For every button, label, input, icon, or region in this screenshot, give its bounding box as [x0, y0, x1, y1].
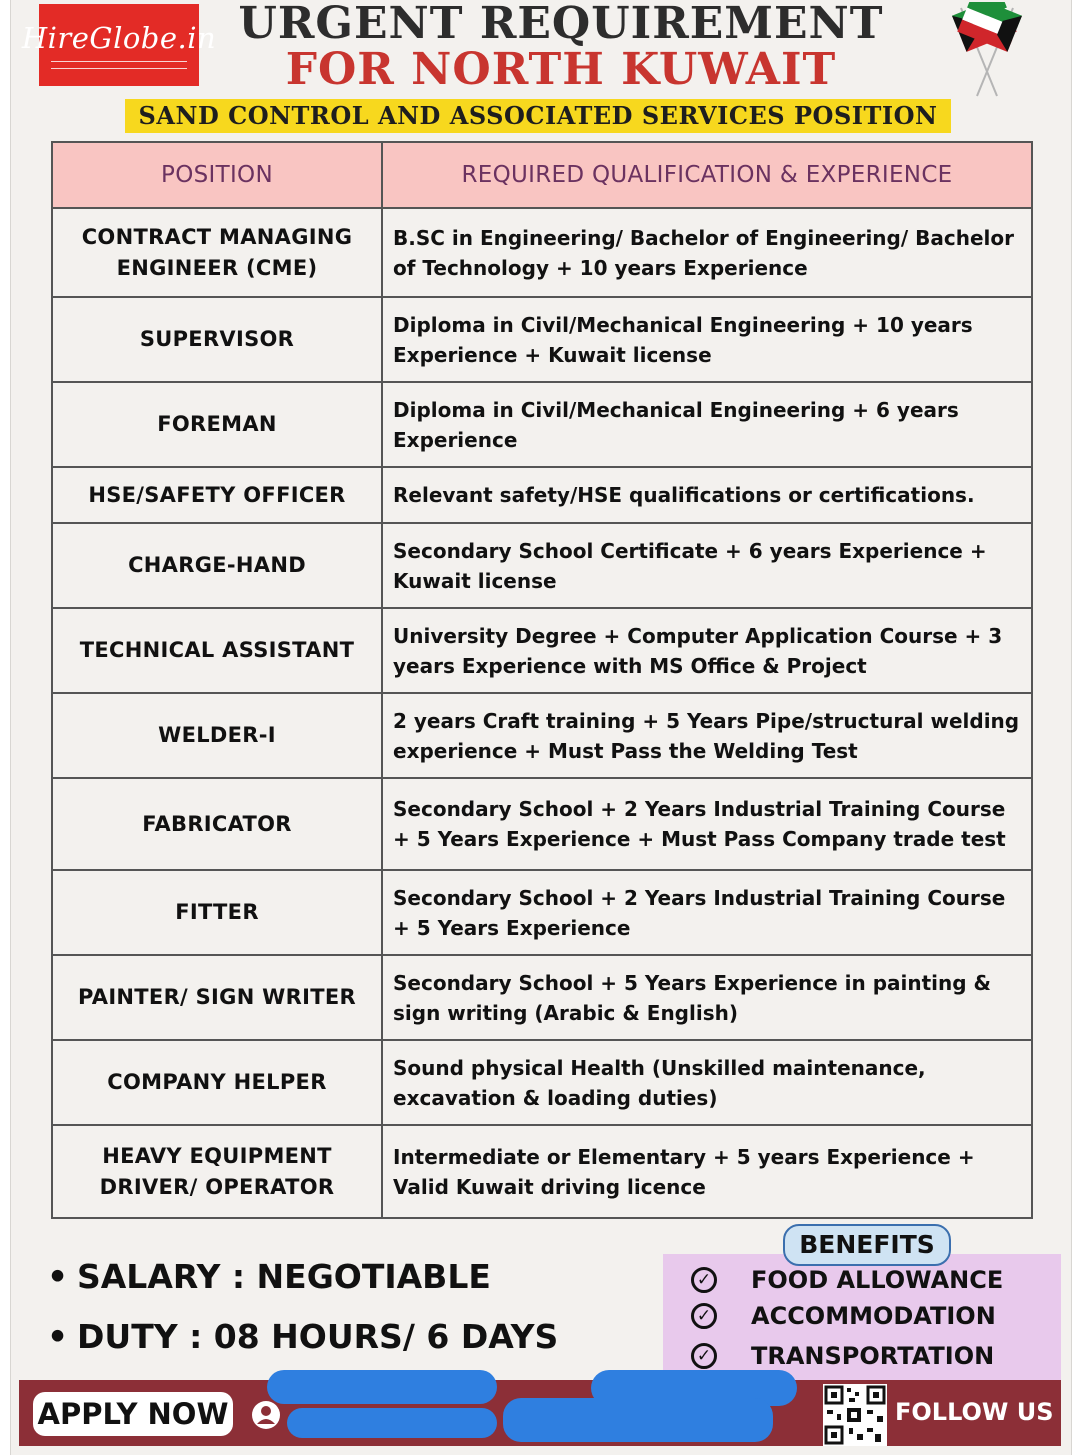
kuwait-flags-icon: [921, 2, 1053, 98]
table-header-row: [52, 142, 1032, 208]
duty-text: DUTY : 08 HOURS/ 6 DAYS: [77, 1317, 559, 1356]
table-row: [52, 870, 1032, 955]
apply-now-button[interactable]: APPLY NOW: [33, 1392, 233, 1436]
position-cell: HSE/SAFETY OFFICER: [52, 467, 382, 523]
requirement-cell: Sound physical Health (Unskilled maintenance, excavation & loading duties): [382, 1040, 1032, 1125]
logo-tagline-strip: [51, 61, 187, 69]
table-row: [52, 1040, 1032, 1125]
table-row: [52, 778, 1032, 870]
requirement-cell: Intermediate or Elementary + 5 years Experience + Valid Kuwait driving licence: [382, 1125, 1032, 1218]
requirement-cell: Relevant safety/HSE qualifications or certifications.: [382, 467, 1032, 523]
table-row: [52, 467, 1032, 523]
position-cell: FOREMAN: [52, 382, 382, 467]
requirement-cell: Secondary School Certificate + 6 years Experience + Kuwait license: [382, 523, 1032, 608]
title-line-2: FOR NORTH KUWAIT: [285, 44, 837, 95]
redaction-mark: [287, 1408, 497, 1438]
follow-us-label[interactable]: FOLLOW US: [895, 1398, 1054, 1426]
requirement-cell: University Degree + Computer Application Course + 3 years Experience with MS Office & Project: [382, 608, 1032, 693]
benefit-label: FOOD ALLOWANCE: [751, 1266, 1004, 1294]
header-qualification: REQUIRED QUALIFICATION & EXPERIENCE: [382, 142, 1032, 208]
check-circle-icon: ✓: [691, 1303, 717, 1329]
requirement-cell: Secondary School + 2 Years Industrial Training Course + 5 Years Experience + Must Pass Company trade test: [382, 778, 1032, 870]
salary-item: [47, 1252, 558, 1312]
benefits-title: BENEFITS: [783, 1224, 951, 1266]
positions-table: [51, 141, 1033, 1219]
requirement-cell: Secondary School + 2 Years Industrial Training Course + 5 Years Experience: [382, 870, 1032, 955]
position-cell: PAINTER/ SIGN WRITER: [52, 955, 382, 1040]
table-row: [52, 297, 1032, 382]
table-row: [52, 608, 1032, 693]
table-row: [52, 955, 1032, 1040]
hireglobe-logo: [21, 4, 217, 86]
position-cell: TECHNICAL ASSISTANT: [52, 608, 382, 693]
redaction-mark: [267, 1370, 497, 1404]
bullet-icon: •: [47, 1317, 69, 1356]
redaction-mark: [503, 1398, 773, 1442]
position-cell: CHARGE-HAND: [52, 523, 382, 608]
position-cell: SUPERVISOR: [52, 297, 382, 382]
subtitle-banner: SAND CONTROL AND ASSOCIATED SERVICES POSITION: [125, 99, 951, 133]
requirement-cell: 2 years Craft training + 5 Years Pipe/structural welding experience + Must Pass the Welding Test: [382, 693, 1032, 778]
benefit-item: [691, 1338, 1061, 1374]
position-cell: FABRICATOR: [52, 778, 382, 870]
title-line-1: URGENT REQUIREMENT: [238, 0, 884, 49]
requirement-cell: Diploma in Civil/Mechanical Engineering + 10 years Experience + Kuwait license: [382, 297, 1032, 382]
terms-list: [47, 1252, 558, 1372]
benefit-label: ACCOMMODATION: [751, 1302, 996, 1330]
header-position: POSITION: [52, 142, 382, 208]
table-row: [52, 382, 1032, 467]
position-cell: CONTRACT MANAGING ENGINEER (CME): [52, 208, 382, 297]
requirement-cell: Diploma in Civil/Mechanical Engineering + 6 years Experience: [382, 382, 1032, 467]
table-row: [52, 1125, 1032, 1218]
bullet-icon: •: [47, 1257, 69, 1296]
logo-text: HireGlobe.in: [21, 21, 217, 55]
check-circle-icon: ✓: [691, 1343, 717, 1369]
table-row: [52, 523, 1032, 608]
check-circle-icon: ✓: [691, 1267, 717, 1293]
position-cell: WELDER-I: [52, 693, 382, 778]
qr-code-icon[interactable]: [823, 1384, 887, 1446]
benefit-label: TRANSPORTATION: [751, 1342, 995, 1370]
benefit-item: [691, 1298, 1061, 1334]
table-row: [52, 693, 1032, 778]
position-cell: HEAVY EQUIPMENT DRIVER/ OPERATOR: [52, 1125, 382, 1218]
table-row: [52, 208, 1032, 297]
user-icon: [251, 1400, 281, 1430]
job-poster: [10, 0, 1072, 1455]
salary-text: SALARY : NEGOTIABLE: [77, 1257, 491, 1296]
requirement-cell: B.SC in Engineering/ Bachelor of Engineering/ Bachelor of Technology + 10 years Experience: [382, 208, 1032, 297]
position-cell: COMPANY HELPER: [52, 1040, 382, 1125]
requirement-cell: Secondary School + 5 Years Experience in painting & sign writing (Arabic & English): [382, 955, 1032, 1040]
duty-item: [47, 1312, 558, 1372]
position-cell: FITTER: [52, 870, 382, 955]
benefit-item: [691, 1262, 1061, 1298]
